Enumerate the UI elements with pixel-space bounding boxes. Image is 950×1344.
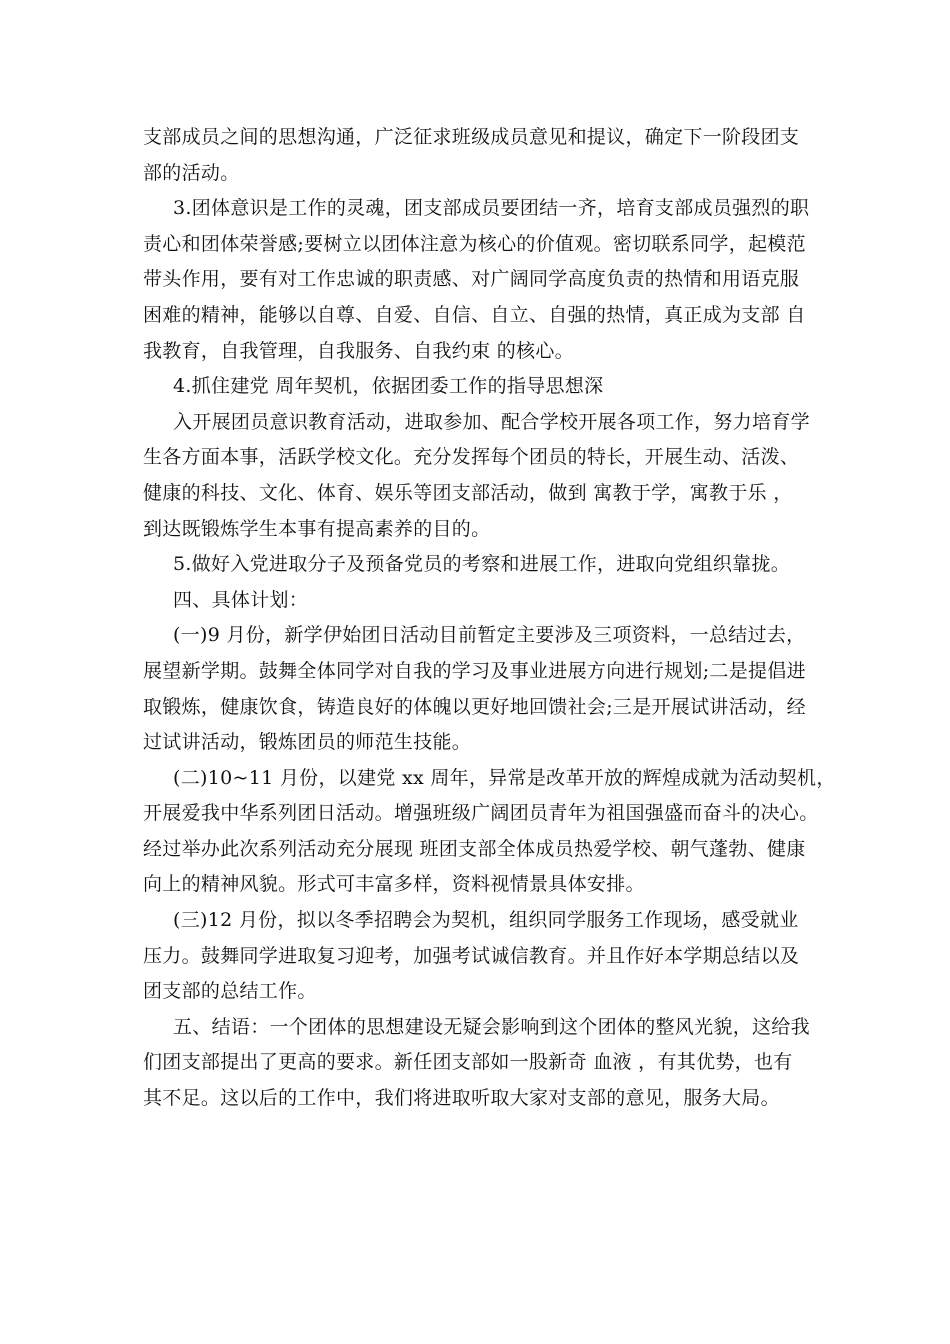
text-line: 生各方面本事，活跃学校文化。充分发挥每个团员的特长，开展生动、活泼、 — [143, 446, 800, 469]
text-line: 入开展团员意识教育活动，进取参加、配合学校开展各项工作，努力培育学 — [173, 410, 810, 433]
text-line: (二)10~11 月份，以建党 xx 周年，异常是改革开放的辉煌成就为活动契机， — [173, 766, 836, 789]
text-line: 健康的科技、文化、体育、娱乐等团支部活动，做到 寓教于学，寓教于乐 ， — [143, 481, 793, 504]
text-line: 支部成员之间的思想沟通，广泛征求班级成员意见和提议，确定下一阶段团支 — [143, 126, 800, 148]
text-line: 带头作用，要有对工作忠诚的职责感、对广阔同学高度负责的热情和用语克服 — [143, 268, 800, 291]
text-line: 取锻炼，健康饮食，铸造良好的体魄以更好地回馈社会;三是开展试讲活动，经 — [143, 695, 806, 718]
text-line: 四、具体计划： — [173, 588, 309, 611]
text-line: 压力。鼓舞同学进取复习迎考，加强考试诚信教育。并且作好本学期总结以及 — [143, 944, 800, 967]
text-line: 我教育，自我管理，自我服务、自我约束 的核心。 — [143, 339, 574, 362]
text-line: 5.做好入党进取分子及预备党员的考察和进展工作，进取向党组织靠拢。 — [173, 553, 791, 576]
text-line: 向上的精神风貌。形式可丰富多样，资料视情景具体安排。 — [143, 873, 645, 896]
text-line: 部的活动。 — [143, 161, 240, 184]
text-line: 到达既锻炼学生本事有提高素养的目的。 — [143, 517, 491, 540]
text-line: 4.抓住建党 周年契机，依据团委工作的指导思想深 — [173, 375, 604, 398]
text-line: 责心和团体荣誉感;要树立以团体注意为核心的价值观。密切联系同学，起模范 — [143, 232, 806, 255]
text-line: 团支部的总结工作。 — [143, 980, 317, 1003]
text-line: (一)9 月份，新学伊始团日活动目前暂定主要涉及三项资料，一总结过去， — [173, 624, 806, 647]
text-line: 经过举办此次系列活动充分展现 班团支部全体成员热爱学校、朝气蓬勃、健康 — [143, 837, 806, 860]
text-line: 其不足。这以后的工作中，我们将进取听取大家对支部的意见，服务大局。 — [143, 1087, 780, 1110]
text-line: 3.团体意识是工作的灵魂，团支部成员要团结一齐，培育支部成员强烈的职 — [173, 197, 810, 220]
text-line: 展望新学期。鼓舞全体同学对自我的学习及事业进展方向进行规划;二是提倡进 — [143, 659, 806, 682]
document-body — [143, 120, 836, 1117]
text-line: (三)12 月份，拟以冬季招聘会为契机，组织同学服务工作现场，感受就业 — [173, 909, 799, 932]
text-line: 开展爱我中华系列团日活动。增强班级广阔团员青年为祖国强盛而奋斗的决心。 — [143, 802, 819, 825]
text-line: 五、结语：一个团体的思想建设无疑会影响到这个团体的整风光貌，这给我 — [173, 1015, 810, 1038]
text-line: 们团支部提出了更高的要求。新任团支部如一股新奇 血液 ，有其优势，也有 — [143, 1051, 793, 1074]
text-line: 过试讲活动，锻炼团员的师范生技能。 — [143, 731, 472, 754]
text-line: 困难的精神，能够以自尊、自爱、自信、自立、自强的热情，真正成为支部 自 — [143, 303, 806, 326]
